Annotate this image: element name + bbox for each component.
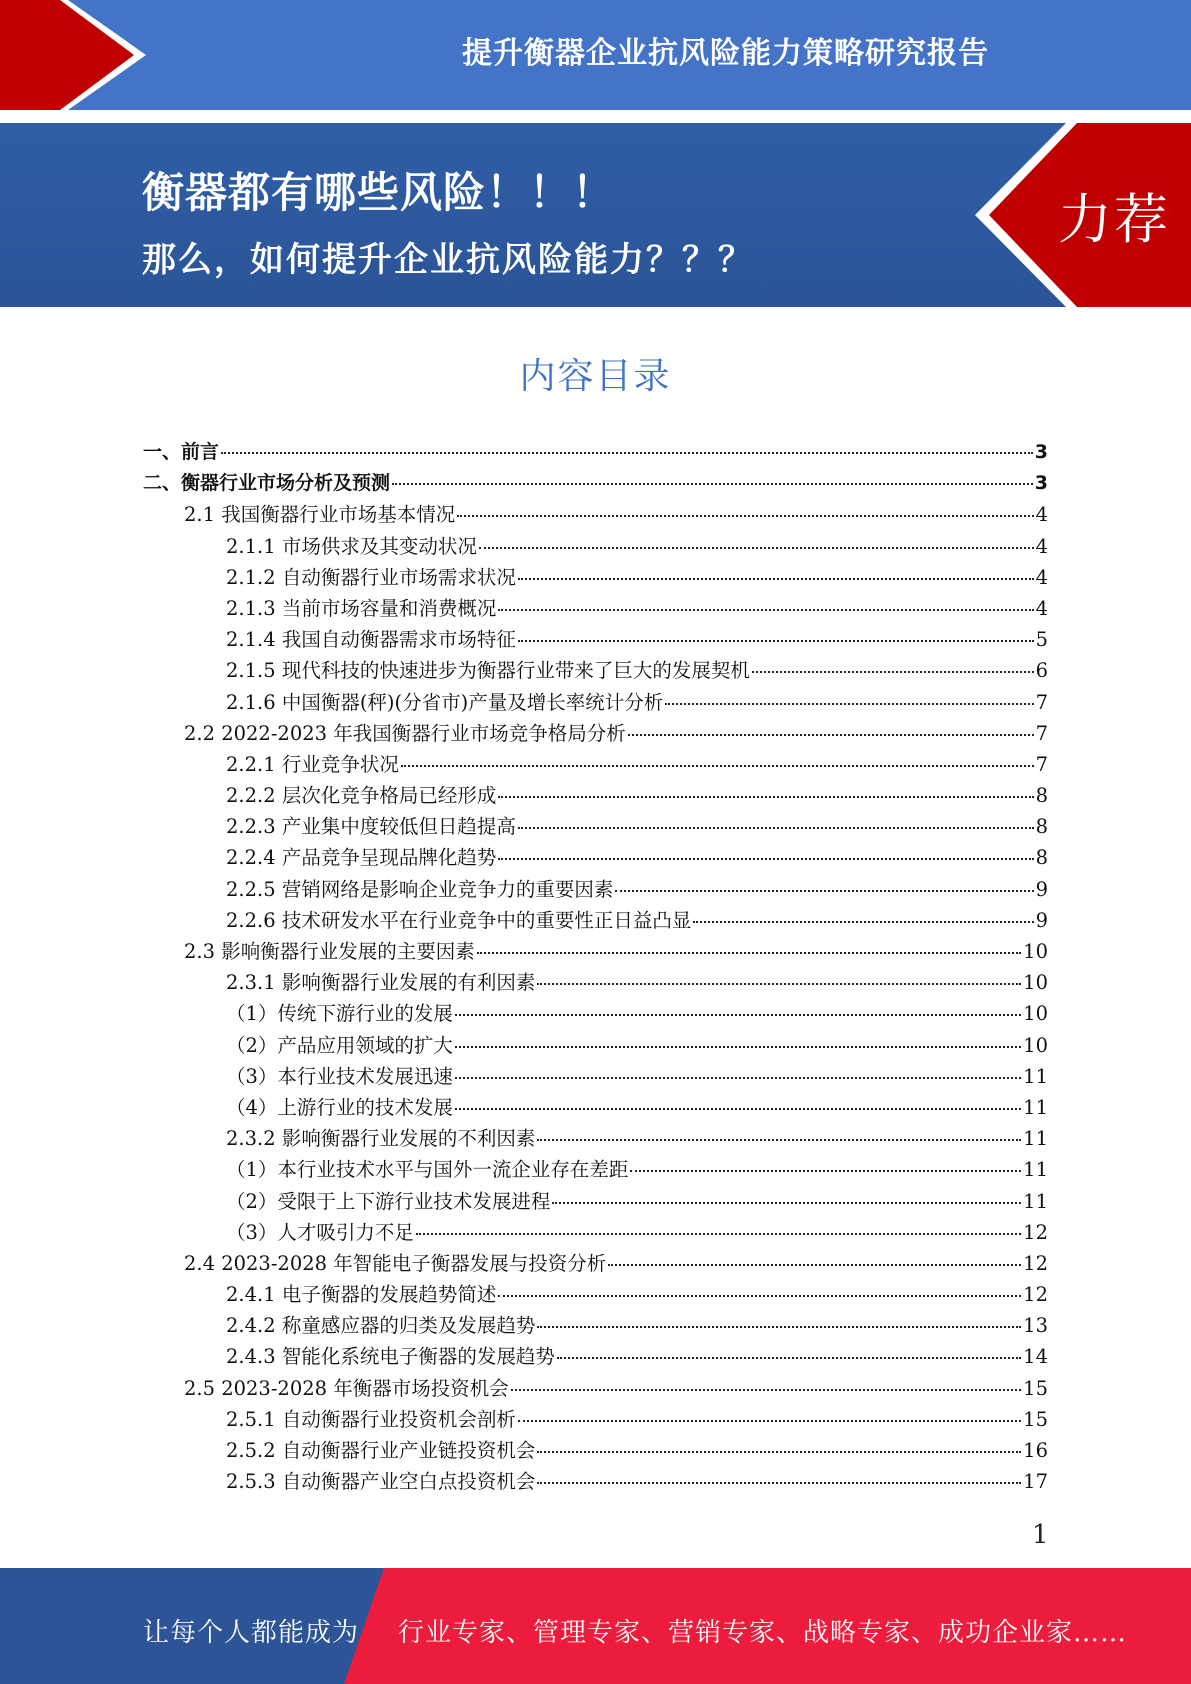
toc-leader-dots [498,858,1033,860]
toc-leader-dots [455,1077,1021,1079]
toc-entry[interactable] [143,687,1048,718]
toc-entry[interactable] [143,749,1048,780]
toc-entry-page: 11 [1023,1064,1048,1088]
toc-entry-page: 9 [1035,908,1048,932]
toc-entry[interactable] [143,1061,1048,1092]
toc-entry-page: 4 [1035,565,1048,589]
footer-slogan-left: 让每个人都能成为 [143,1618,360,1648]
toc-entry-page: 15 [1023,1407,1048,1431]
toc-entry[interactable] [143,1373,1048,1404]
toc-entry-label: 2.5.1 自动衡器行业投资机会剖析 [226,1407,516,1431]
report-title: 提升衡器企业抗风险能力策略研究报告 [462,36,989,71]
toc-entry-label: 2.1.2 自动衡器行业市场需求状况 [226,565,516,589]
toc-entry-label: 2.2.5 营销网络是影响企业竞争力的重要因素 [226,877,614,901]
toc-leader-dots [392,483,1033,485]
toc-entry-label: 2.3 影响衡器行业发展的主要因素 [184,940,475,963]
toc-entry-page: 10 [1023,1033,1048,1057]
toc-entry-page: 3 [1034,441,1048,463]
toc-entry-label: 2.4 2023-2028 年智能电子衡器发展与投资分析 [184,1251,607,1275]
toc-entry-label: （4）上游行业的技术发展 [226,1095,453,1119]
toc-entry[interactable] [143,998,1048,1029]
toc-leader-dots [665,703,1033,705]
toc-leader-dots [557,1357,1021,1359]
toc-entry-page: 12 [1023,1251,1048,1275]
toc-entry-page: 16 [1023,1439,1048,1462]
toc-entry-label: 2.2.1 行业竞争状况 [226,752,399,776]
toc-entry-page: 7 [1035,721,1048,745]
toc-entry[interactable] [143,531,1048,562]
toc-entry[interactable] [143,1092,1048,1123]
toc-leader-dots [498,609,1033,611]
toc-entry-label: 2.2 2022-2023 年我国衡器行业市场竞争格局分析 [184,721,626,745]
toc-leader-dots [498,796,1033,798]
toc-leader-dots [615,890,1033,892]
page-number: 1 [1032,1520,1049,1550]
toc-entry-page: 11 [1023,1095,1048,1119]
toc-leader-dots [477,952,1021,954]
toc-entry[interactable] [143,718,1048,749]
toc-entry-label: 一、前言 [143,441,220,463]
toc-entry[interactable] [143,1030,1048,1061]
toc-entry[interactable] [143,468,1048,499]
toc-entry-label: （3）本行业技术发展迅速 [226,1064,453,1088]
toc-entry-label: 2.3.2 影响衡器行业发展的不利因素 [226,1127,536,1151]
toc-entry-page: 5 [1035,628,1048,652]
toc-entry-label: 2.2.6 技术研发水平在行业竞争中的重要性正日益凸显 [226,908,692,932]
toc-leader-dots [479,547,1034,549]
toc-entry-label: 2.5 2023-2028 年衡器市场投资机会 [184,1376,509,1400]
toc-entry[interactable] [143,655,1048,686]
toc-entry[interactable] [143,936,1048,967]
toc-entry-label: 2.1.1 市场供求及其变动状况 [226,534,477,558]
toc-entry-page: 7 [1035,752,1048,776]
hero-headline: 衡器都有哪些风险！！！ [142,168,616,217]
toc-leader-dots [537,983,1021,985]
toc-entry[interactable] [143,1310,1048,1341]
toc-title: 内容目录 [519,356,672,397]
toc-leader-dots [455,1014,1021,1016]
toc-leader-dots [628,734,1034,736]
toc-leader-dots [401,765,1034,767]
toc-entry-page: 12 [1023,1283,1048,1307]
toc-leader-dots [518,578,1034,580]
toc-entry-page: 8 [1035,846,1048,870]
toc-leader-dots [537,1139,1021,1141]
toc-entry-page: 10 [1023,940,1048,963]
footer-slogan-right: 行业专家、管理专家、营销专家、战略专家、成功企业家…… [398,1618,1128,1648]
toc-entry-label: 2.1.3 当前市场容量和消费概况 [226,596,497,620]
toc-entry-page: 10 [1023,1002,1048,1026]
toc-entry[interactable] [143,1123,1048,1154]
toc-entry-page: 11 [1023,1158,1048,1182]
red-chevron-decoration [0,0,160,110]
toc-entry-label: 2.5.2 自动衡器行业产业链投资机会 [226,1439,536,1462]
toc-entry-label: 2.4.3 智能化系统电子衡器的发展趋势 [226,1345,555,1369]
toc-entry-page: 11 [1023,1189,1048,1213]
toc-entry[interactable] [143,593,1048,624]
hero-subheadline: 那么，如何提升企业抗风险能力？？？ [142,240,754,280]
toc-entry[interactable] [143,1466,1048,1497]
toc-entry-page: 15 [1023,1376,1048,1400]
toc-entry[interactable] [143,905,1048,936]
toc-entry[interactable] [143,624,1048,655]
toc-entry-page: 7 [1035,690,1048,714]
toc-entry[interactable] [143,1154,1048,1185]
toc-entry-page: 8 [1035,784,1048,808]
toc-entry-label: 2.3.1 影响衡器行业发展的有利因素 [226,971,536,995]
toc-entry-page: 17 [1023,1470,1048,1494]
toc-entry-page: 4 [1035,596,1048,620]
toc-entry-page: 12 [1023,1220,1048,1244]
toc-entry[interactable] [143,1279,1048,1310]
toc-entry[interactable] [143,780,1048,811]
toc-leader-dots [511,1389,1021,1391]
toc-entry[interactable] [143,1435,1048,1466]
toc-leader-dots [518,1420,1021,1422]
toc-entry-page: 11 [1023,1127,1048,1151]
toc-entry-label: 2.1.4 我国自动衡器需求市场特征 [226,628,516,652]
toc-leader-dots [518,827,1034,829]
toc-entry-label: （2）产品应用领域的扩大 [226,1033,453,1057]
toc-entry-label: 2.4.1 电子衡器的发展趋势简述 [226,1283,497,1307]
toc-entry[interactable] [143,1186,1048,1217]
toc-entry[interactable] [143,1341,1048,1372]
toc-entry-page: 8 [1035,815,1048,839]
toc-entry[interactable] [143,842,1048,873]
toc-leader-dots [455,1046,1021,1048]
toc-leader-dots [693,921,1033,923]
toc-leader-dots [457,515,1033,517]
toc-entry-label: 2.4.2 称童感应器的归类及发展趋势 [226,1314,536,1338]
toc-entry-label: （1）传统下游行业的发展 [226,1002,453,1026]
toc-entry[interactable] [143,1404,1048,1435]
toc-entry-label: （3）人才吸引力不足 [226,1220,414,1244]
toc-entry[interactable] [143,499,1048,530]
toc-leader-dots [518,640,1034,642]
table-of-contents [143,437,1048,1497]
toc-leader-dots [416,1233,1021,1235]
toc-leader-dots [455,1108,1021,1110]
toc-leader-dots [537,1482,1021,1484]
toc-leader-dots [552,1202,1021,1204]
toc-entry-page: 4 [1035,503,1048,527]
toc-entry[interactable] [143,811,1048,842]
toc-entry[interactable] [143,437,1048,468]
toc-entry-label: 2.2.2 层次化竞争格局已经形成 [226,784,497,808]
toc-entry-label: （2）受限于上下游行业技术发展进程 [226,1189,551,1213]
top-header-band [0,0,1191,110]
toc-entry-label: 二、衡器行业市场分析及预测 [143,472,391,495]
toc-entry-label: 2.2.4 产品竞争呈现品牌化趋势 [226,846,497,870]
toc-entry-page: 3 [1034,472,1048,495]
toc-leader-dots [221,452,1033,454]
toc-entry-page: 14 [1023,1345,1048,1369]
toc-leader-dots [630,1170,1021,1172]
toc-entry-page: 10 [1023,971,1048,995]
toc-entry-label: （1）本行业技术水平与国外一流企业存在差距 [226,1158,629,1182]
toc-entry-label: 2.2.3 产业集中度较低但日趋提高 [226,815,516,839]
toc-leader-dots [752,671,1034,673]
toc-entry[interactable] [143,967,1048,998]
toc-leader-dots [537,1326,1021,1328]
toc-entry-page: 13 [1023,1314,1048,1338]
toc-entry-page: 4 [1035,534,1048,558]
toc-entry[interactable] [143,1217,1048,1248]
toc-entry-page: 9 [1035,877,1048,901]
toc-leader-dots [608,1264,1021,1266]
toc-entry-label: 2.1.5 现代科技的快速进步为衡器行业带来了巨大的发展契机 [226,659,750,683]
toc-entry[interactable] [143,1248,1048,1279]
toc-leader-dots [498,1295,1021,1297]
toc-entry[interactable] [143,874,1048,905]
toc-leader-dots [537,1451,1021,1453]
recommend-badge-text: 力荐 [1058,188,1170,251]
toc-entry-label: 2.1.6 中国衡器(秤)(分省市)产量及增长率统计分析 [226,690,664,714]
toc-entry-label: 2.1 我国衡器行业市场基本情况 [184,503,456,527]
toc-entry-page: 6 [1035,659,1048,683]
toc-entry-label: 2.5.3 自动衡器产业空白点投资机会 [226,1470,536,1494]
toc-entry[interactable] [143,562,1048,593]
